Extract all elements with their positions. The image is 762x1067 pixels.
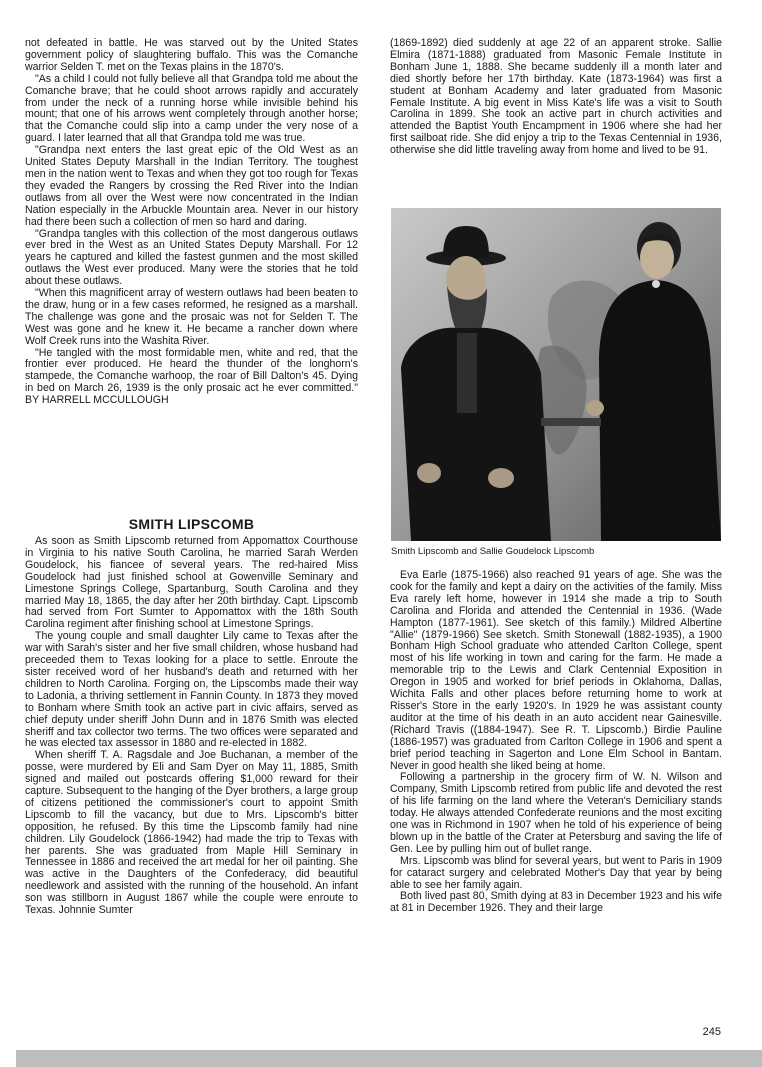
photo-caption: Smith Lipscomb and Sallie Goudelock Lipscomb <box>391 546 595 557</box>
section-heading: SMITH LIPSCOMB <box>128 516 255 532</box>
portrait-illustration <box>391 208 721 541</box>
body-paragraph: Mrs. Lipscomb was blind for several years, but went to Paris in 1909 for cataract surgery and celebrated Mother's Day that year by being able to see her family again. <box>390 854 722 891</box>
page-number: 245 <box>702 1026 721 1038</box>
body-paragraph: "He tangled with the most formidable men, white and red, that the frontier ever produced. He heard the thunder of the longhorn's stampede, the Comanche warhoop, the roar of Bill Dalton's 45. Dying in bed on March 26, 1939 is the only prosaic act he ever committed." BY HARRELL MCCULLOUGH <box>25 346 358 407</box>
body-paragraph: When sheriff T. A. Ragsdale and Joe Buchanan, a member of the posse, were murdered by Eli and Sam Dyer on May 11, 1885, Smith signed and mailed out postcards offering $1,000 reward for their capture. Subsequent to the hanging of the Dyer brothers, a large group of citizens petitioned the commissioner's court to appoint Smith Lipscomb to fill the vacancy, but due to Mrs. Lipscomb's bitter opposition, he refused. By this time the Lipscomb family had nine children. Lily Goudelock (1866-1942) had made the trip to Texas with her parents. She was graduated from Maple Hill Seminary in Tennessee in 1886 and received the art medal for her oil painting. She was active in the Daughters of the Confederacy, did beautiful needlework and assisted with the running of the household. An infant son was stillborn in August 1867 while the couple were enroute to Texas. Johnnie Sumter <box>25 749 358 917</box>
body-paragraph: The young couple and small daughter Lily came to Texas after the war with Sarah's sister and her five small children, whose husband had preceeded them to Texas looking for a place to settle. Enroute the sister received word of her husband's death and returned with her children to North Carolina. Forging on, the Lipscombs made their way to Ladonia, a thriving settlement in Fannin County. In 1873 they moved to Bonham where Smith took an active part in civic affairs, served as chief deputy under sheriff John Dunn and in 1876 Smith was elected sheriff and tax collector two terms. The two offices were separated and he was elected tax assessor in 1880 and re-elected in 1882. <box>25 630 358 750</box>
right-column-top <box>390 38 722 157</box>
left-column <box>25 38 358 407</box>
body-paragraph: not defeated in battle. He was starved out by the United States government policy of slaughtering buffalo. This was the Comanche warrior Selden T. met on the Texas plains in the 1870's. <box>25 37 358 73</box>
body-paragraph: (1869-1892) died suddenly at age 22 of an apparent stroke. Sallie Elmira (1871-1888) graduated from Masonic Female Institute in Bonham June 1, 1888. She became suddenly ill a month later and died shortly before her 17th birthday. Kate (1873-1964) was first a student at Bonham Academy and later graduated from Masonic Female Institute. A big event in Miss Kate's life was a visit to South Carolina in 1899. She took an active part in church activities and attended the Baptist Youth Encampment in 1906 where she had her first sailboat ride. She did enjoy a trip to the Texas Centennial in 1936, otherwise she did little traveling away from home and lived to be 91. <box>390 37 722 157</box>
body-paragraph: "When this magnificent array of western outlaws had been beaten to the draw, hung or in a few cases reformed, he resigned as a marshall. The challenge was gone and the prosaic was not for Selden T. The West was gone and he knew it. He became a rancher down where Wolf Creek runs into the Washita River. <box>25 287 358 347</box>
body-paragraph: "As a child I could not fully believe all that Grandpa told me about the Comanche brave; that he could shoot arrows rapidly and accurately from under the neck of a running horse while invisible behind his mount; that one of his arrows went completely through another horse; that the Comanche could slip into a camp under the very nose of a guard. I later learned that all that Grandpa told me was true. <box>25 72 358 145</box>
body-paragraph: "Grandpa tangles with this collection of the most dangerous outlaws ever bred in the West as an United States Deputy Marshall. For 12 years he captured and killed the fastest gunmen and the most skilled outlaws the West ever produced. Many were the stories that he told about these outlaws. <box>25 227 358 288</box>
portrait-photo <box>391 208 721 541</box>
left-column-after-heading <box>25 536 358 917</box>
body-paragraph: Eva Earle (1875-1966) also reached 91 years of age. She was the cook for the family and kept a dairy on the activities of the family. Miss Eva rarely left home, however in 1914 she made a trip to South Carolina and Florida and attended the Centennial in 1936. (Wade Hampton (1877-1961). See sketch of this family.) Mildred Albertine "Allie" (1879-1966) See sketch. Smith Stonewall (1882-1935), a 1900 Bonham High School graduate who attended Carlton College, spent most of his life working in town and caring for the farm. He made a memorable trip to the Lewis and Clark Centennial Exposition in Oregon in 1905 and worked for brief periods in Oklahoma, Dallas, Wichita Falls and other places before returning home to work at Risser's Store in the early 1920's. In 1929 he was assistant county auditor at the time of his death in an auto accident near Gainesville. (Richard Travis ((1884-1947). See R. T. Lipscomb.) Birdie Pauline (1886-1957) was graduated from Carlton College in 1906 and spent a brief period teaching in Sagerton and Lone Elm School in Bantam. Never in good health she liked being at home. <box>390 569 722 772</box>
body-paragraph: Following a partnership in the grocery firm of W. N. Wilson and Company, Smith Lipscomb retired from public life and devoted the rest of his life farming on the land where the Veteran's Demiciliary stands today. He always attended Confederate reunions and the most exciting one was in Richmond in 1907 when he told of his experience of being blown up in the battle of the Crater at Petersburg and saving the life of Gen. Lee by pulling him out of bullet range. <box>390 771 722 855</box>
body-paragraph: Both lived past 80, Smith dying at 83 in December 1923 and his wife at 81 in December 1926. They and their large <box>390 890 722 915</box>
body-paragraph: "Grandpa next enters the last great epic of the Old West as an United States Deputy Marshall in the Indian Territory. The toughest men in the nation went to Texas and when they got too rough for Texas they evaded the Rangers by crossing the Red River into the Indian outlaws from all over the West were now concentrated in the Indian Nation especially in the Arbuckle Mountain area. Never in our history had there been such a collection of men so hard and daring. <box>25 144 358 228</box>
right-column-bottom <box>390 570 722 915</box>
body-paragraph: As soon as Smith Lipscomb returned from Appomattox Courthouse in Virginia to his native South Carolina, he married Sarah Werden Goudelock, his fiancee of several years. The red-haired Miss Goudelock had just finished school at Gowenville Seminary and Limestone Springs College, Spartanburg, South Carolina and they married May 18, 1865, the day after her 20th birthday. Capt. Lipscomb had served from Fort Sumter to Appomattox with the 18th South Carolina regiment after finishing school at Limestone Springs. <box>25 535 358 631</box>
scan-edge-bar <box>16 1050 762 1067</box>
